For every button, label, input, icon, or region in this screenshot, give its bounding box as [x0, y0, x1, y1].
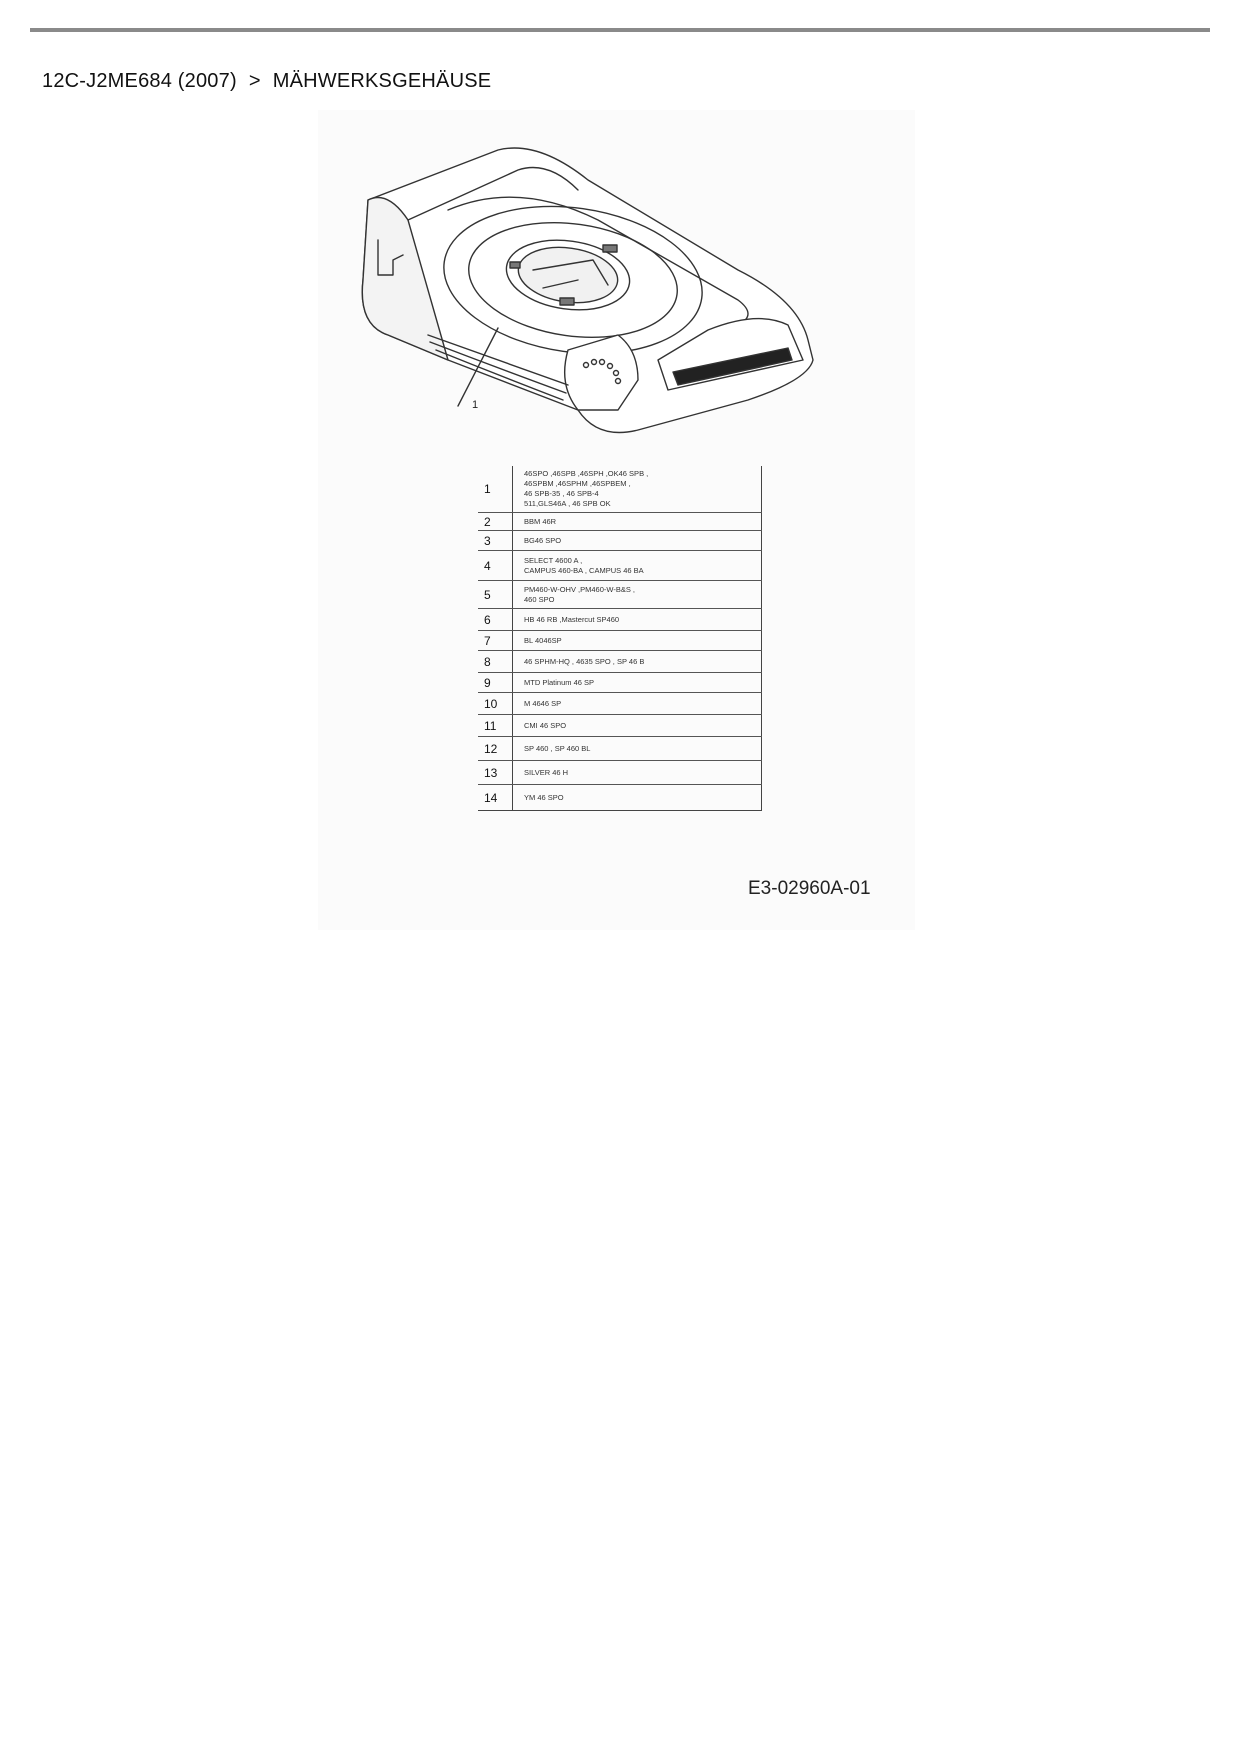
model-list: SP 460 , SP 460 BL — [513, 737, 762, 761]
part-number: 2 — [478, 513, 513, 531]
part-number: 5 — [478, 581, 513, 609]
part-number: 13 — [478, 761, 513, 785]
model-list: M 4646 SP — [513, 693, 762, 715]
part-number: 1 — [478, 466, 513, 513]
table-row — [478, 581, 762, 609]
part-number: 7 — [478, 631, 513, 651]
part-number: 10 — [478, 693, 513, 715]
table-row — [478, 651, 762, 673]
part-number: 6 — [478, 609, 513, 631]
model-list: SILVER 46 H — [513, 761, 762, 785]
table-row — [478, 466, 762, 513]
drawing-code: E3-02960A-01 — [748, 878, 871, 899]
model-list: HB 46 RB ,Mastercut SP460 — [513, 609, 762, 631]
part-number: 11 — [478, 715, 513, 737]
model-list: BG46 SPO — [513, 531, 762, 551]
model-list: 46SPO ,46SPB ,46SPH ,OK46 SPB , 46SPBM ,46SPHM ,46SPBEM , 46 SPB-35 , 46 SPB-4 511,GLS46A , 46 SPB OK — [513, 466, 762, 513]
breadcrumb-separator: > — [248, 70, 261, 92]
part-number: 8 — [478, 651, 513, 673]
parts-table — [478, 466, 762, 811]
part-number: 3 — [478, 531, 513, 551]
top-divider — [30, 28, 1210, 32]
table-row — [478, 737, 762, 761]
table-row — [478, 551, 762, 581]
table-row — [478, 673, 762, 693]
table-row — [478, 531, 762, 551]
section-label: MÄHWERKSGEHÄUSE — [272, 70, 492, 92]
table-row — [478, 761, 762, 785]
page-title — [42, 70, 491, 93]
table-row — [478, 715, 762, 737]
part-number: 14 — [478, 785, 513, 811]
table-row — [478, 513, 762, 531]
table-row — [478, 785, 762, 811]
model-list: SELECT 4600 A , CAMPUS 460-BA , CAMPUS 46 BA — [513, 551, 762, 581]
model-list: YM 46 SPO — [513, 785, 762, 811]
model-list: 46 SPHM-HQ , 4635 SPO , SP 46 B — [513, 651, 762, 673]
callout-number: 1 — [472, 399, 479, 411]
table-row — [478, 609, 762, 631]
exploded-view-figure — [318, 110, 915, 930]
part-number: 12 — [478, 737, 513, 761]
part-number: 9 — [478, 673, 513, 693]
model-list: BBM 46R — [513, 513, 762, 531]
table-row — [478, 693, 762, 715]
model-list: PM460-W-OHV ,PM460-W-B&S , 460 SPO — [513, 581, 762, 609]
table-row — [478, 631, 762, 651]
model-label: 12C-J2ME684 (2007) — [42, 70, 237, 92]
model-list: CMI 46 SPO — [513, 715, 762, 737]
model-list: BL 4046SP — [513, 631, 762, 651]
part-number: 4 — [478, 551, 513, 581]
model-list: MTD Platinum 46 SP — [513, 673, 762, 693]
